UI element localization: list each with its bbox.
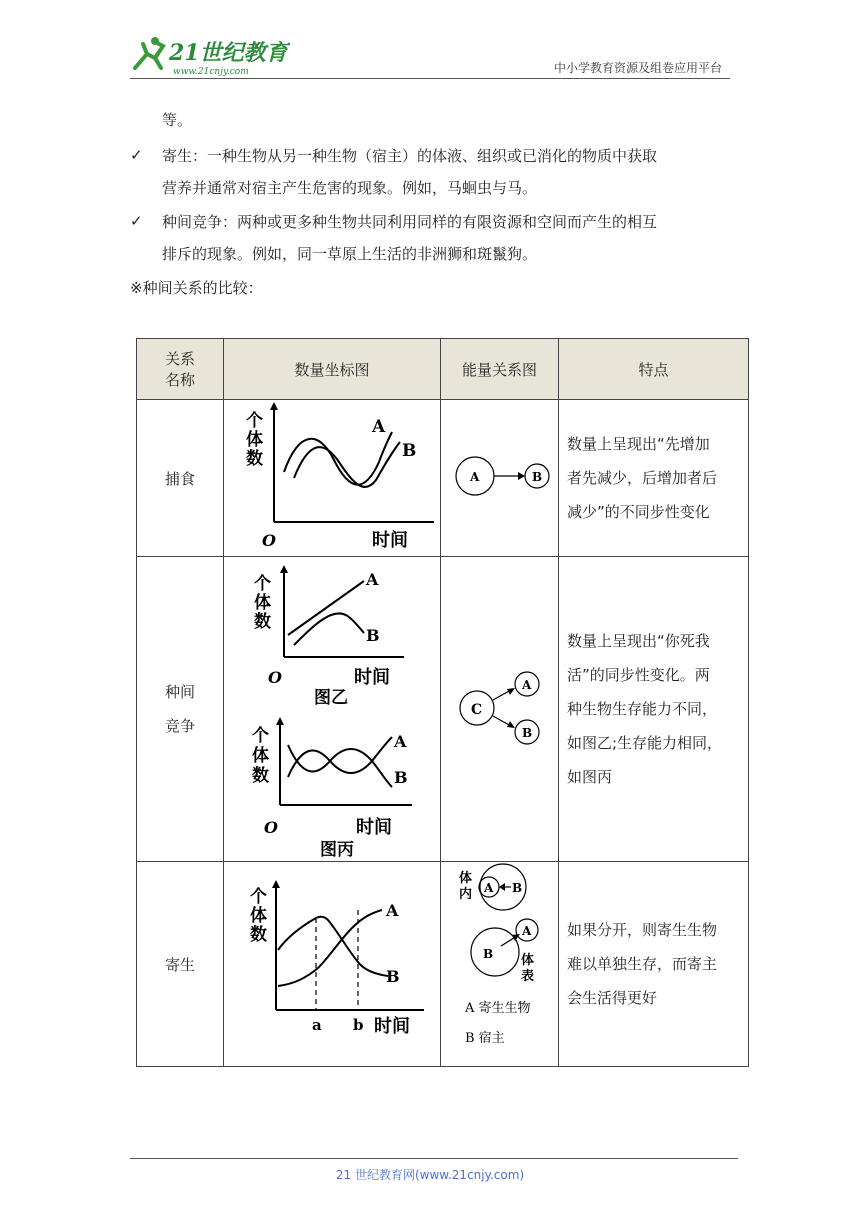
svg-text:数: 数 (252, 766, 269, 786)
svg-text:B: B (512, 881, 523, 895)
svg-text:数: 数 (250, 925, 267, 945)
svg-text:体: 体 (246, 430, 263, 450)
svg-text:时间: 时间 (374, 1016, 410, 1037)
svg-text:b: b (353, 1016, 364, 1034)
predation-graph (224, 400, 440, 552)
svg-text:体: 体 (252, 746, 269, 766)
continuation-text: 等。 (162, 111, 193, 129)
svg-text:图丙: 图丙 (320, 840, 354, 857)
svg-text:A: A (522, 924, 532, 938)
header-name: 关系 名称 (137, 339, 224, 400)
predation-energy-cell (441, 400, 559, 557)
svg-text:B: B (483, 947, 494, 961)
header-energy: 能量关系图 (441, 339, 559, 400)
row-name: 寄生 (137, 862, 224, 1067)
competition-yi-curve-B (294, 613, 364, 645)
competition-yi-curve-A (288, 581, 364, 635)
site-logo (125, 34, 290, 78)
footer-divider (130, 1158, 738, 1159)
header-graph: 数量坐标图 (224, 339, 441, 400)
svg-text:O: O (268, 668, 282, 687)
svg-text:A: A (484, 881, 494, 895)
parasitism-graph (224, 862, 440, 1062)
svg-text:B: B (402, 441, 417, 461)
parasitism-line-2: 营养并通常对宿主产生危害的现象。例如，马蛔虫与马。 (162, 179, 538, 197)
check-icon: ✓ (130, 212, 143, 230)
svg-text:A: A (470, 470, 480, 484)
competition-graph-cell (224, 557, 441, 862)
svg-text:图乙: 图乙 (314, 688, 348, 708)
competition-line-1: 种间竞争：两种或更多种生物共同利用同样的有限资源和空间而产生的相互 (162, 213, 658, 231)
relationship-table (136, 338, 749, 1067)
competition-line-2: 排斥的现象。例如，同一草原上生活的非洲狮和斑鬣狗。 (162, 245, 538, 263)
svg-text:A: A (522, 678, 532, 692)
competition-graphs (224, 557, 440, 857)
svg-text:体: 体 (521, 953, 535, 968)
table-row (137, 862, 749, 1067)
table-row (137, 400, 749, 557)
header-divider (130, 78, 730, 79)
svg-text:体: 体 (459, 871, 473, 886)
parasitism-feature: 如果分开，则寄生生物 难以单独生存，而寄主 会生活得更好 (559, 862, 749, 1067)
parasitism-energy-diagram (441, 862, 558, 1062)
svg-text:C: C (471, 702, 483, 718)
svg-text:B: B (532, 470, 543, 484)
table-header-row (137, 339, 749, 400)
header-platform-text: 中小学教育资源及组卷应用平台 (553, 61, 722, 75)
competition-feature: 数量上呈现出“你死我 活”的同步性变化。两 种生物生存能力不同， 如图乙;生存能力相同， 如图丙 (559, 557, 749, 862)
legend-host: B 宿主 (465, 1031, 505, 1046)
legend-parasite: A 寄生生物 (465, 1001, 531, 1016)
svg-text:表: 表 (521, 969, 535, 984)
svg-text:内: 内 (459, 887, 473, 902)
logo-sub-text: www.21cnjy.com (173, 67, 249, 77)
competition-energy-cell (441, 557, 559, 862)
svg-text:B: B (394, 768, 408, 787)
svg-text:O: O (262, 531, 276, 550)
competition-bing-curve-A (288, 737, 392, 777)
row-name: 种间 竞争 (137, 557, 224, 862)
svg-text:B: B (386, 967, 400, 986)
svg-text:体: 体 (250, 906, 267, 926)
logo-main-text: 21世纪教育 (169, 40, 288, 66)
svg-text:A: A (386, 901, 399, 920)
footer-text[interactable]: 21 世纪教育网(www.21cnjy.com) (335, 1168, 525, 1182)
svg-text:A: A (394, 732, 407, 751)
svg-text:时间: 时间 (356, 817, 392, 838)
svg-text:个: 个 (250, 887, 267, 907)
svg-text:个: 个 (246, 411, 263, 431)
header-feature: 特点 (559, 339, 749, 400)
svg-text:个: 个 (254, 574, 271, 594)
predation-energy-diagram (441, 426, 558, 526)
parasitism-line-1: 寄生：一种生物从另一种生物（宿主）的体液、组织或已消化的物质中获取 (162, 147, 658, 165)
svg-text:B: B (366, 626, 380, 645)
check-icon: ✓ (130, 146, 143, 164)
table-row (137, 557, 749, 862)
runner-icon (135, 44, 163, 68)
svg-text:个: 个 (252, 726, 269, 746)
svg-text:A: A (366, 570, 379, 589)
predation-feature: 数量上呈现出“先增加 者先减少，后增加者后 减少”的不同步性变化 (559, 400, 749, 557)
competition-energy-diagram (441, 652, 558, 762)
svg-text:体: 体 (254, 593, 271, 613)
svg-text:a: a (312, 1016, 322, 1034)
parasitism-energy-cell (441, 862, 559, 1067)
svg-text:A: A (372, 417, 386, 437)
predation-curve-A (284, 432, 392, 485)
row-name: 捕食 (137, 400, 224, 557)
svg-text:数: 数 (254, 612, 271, 632)
svg-text:B: B (522, 726, 533, 740)
svg-text:O: O (264, 818, 278, 837)
svg-text:时间: 时间 (354, 667, 390, 688)
svg-text:数: 数 (246, 449, 263, 469)
svg-text:时间: 时间 (372, 530, 408, 551)
predation-graph-cell (224, 400, 441, 557)
parasitism-graph-cell (224, 862, 441, 1067)
compare-title: ※种间关系的比较： (130, 279, 263, 297)
competition-bing-curve-B (288, 745, 392, 787)
parasitism-curve-host (278, 917, 388, 976)
